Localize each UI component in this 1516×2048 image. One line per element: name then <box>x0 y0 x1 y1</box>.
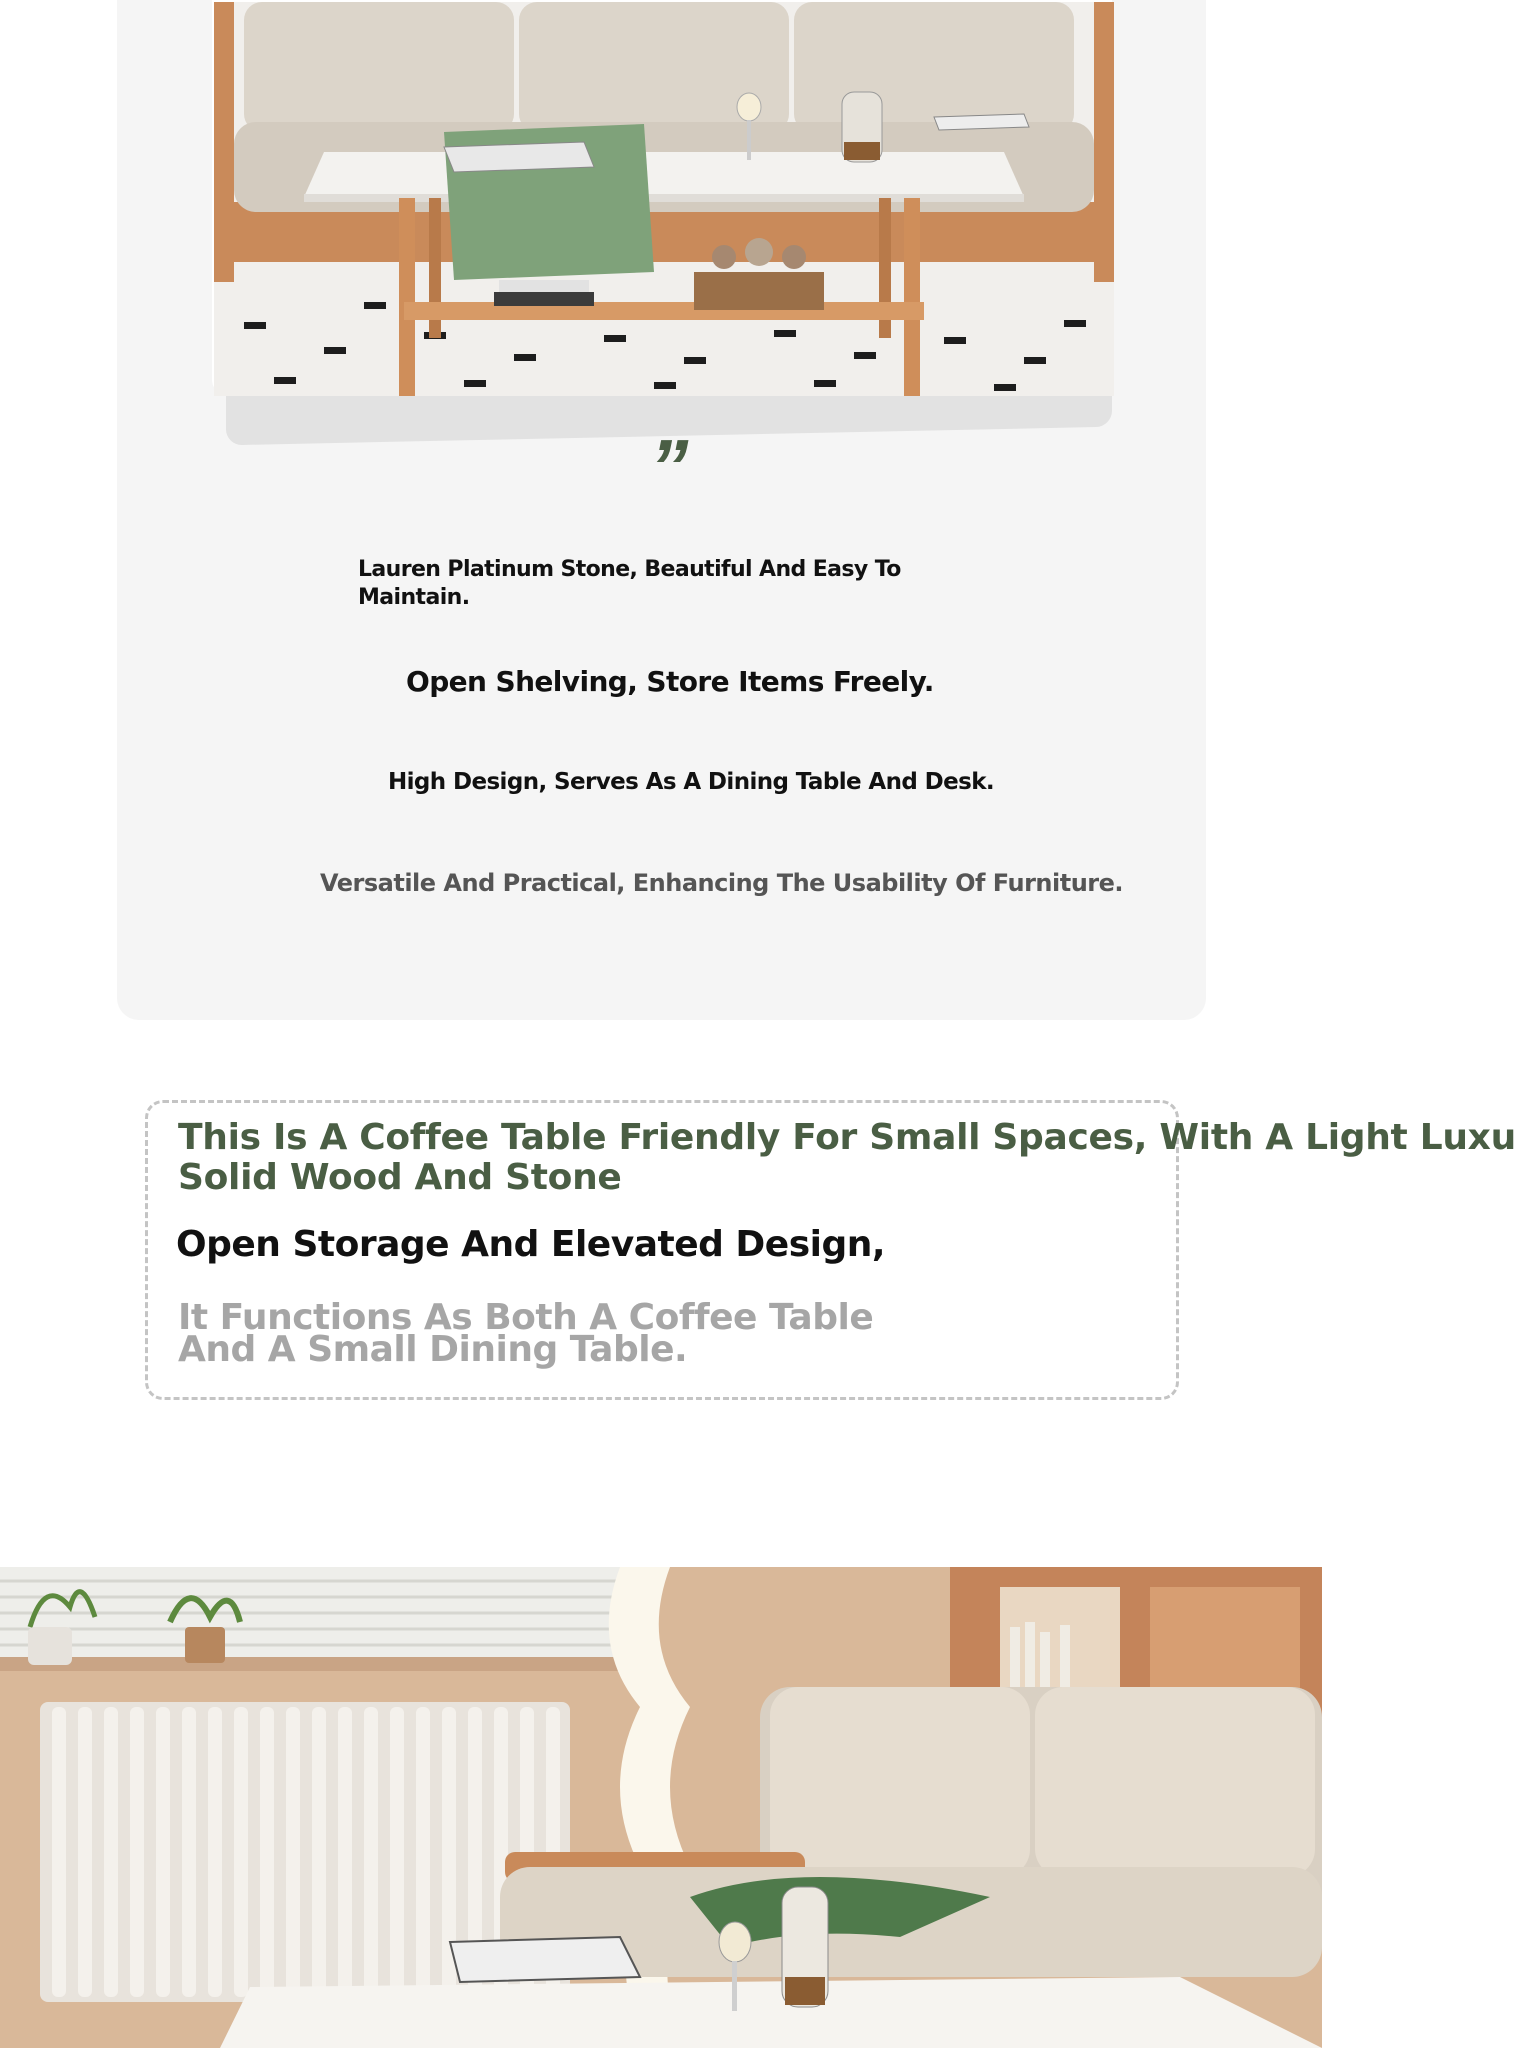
description-caption <box>178 1297 874 1370</box>
quote-icon: ” <box>649 423 691 511</box>
feature-versatile: Versatile And Practical, Enhancing The Usability Of Furniture. <box>320 869 1124 897</box>
feature-open-shelving: Open Shelving, Store Items Freely. <box>406 665 934 698</box>
feature-high-design: High Design, Serves As A Dining Table And Desk. <box>388 769 995 795</box>
feature-stone-top: Lauren Platinum Stone, Beautiful And Easy To Maintain. <box>358 557 901 610</box>
living-room-image <box>0 1567 1322 2048</box>
description-subheadline: Open Storage And Elevated Design, <box>176 1224 886 1265</box>
caption-line-2: And A Small Dining Table. <box>178 1329 688 1370</box>
coffee-table-image <box>212 0 1112 394</box>
description-headline <box>178 1117 1516 1208</box>
caption-line-1: It Functions As Both A Coffee Table <box>178 1297 874 1338</box>
headline-line-2: Solid Wood And Stone <box>178 1157 622 1198</box>
headline-line-1: This Is A Coffee Table Friendly For Small Spaces, With A Light Luxu <box>178 1117 1516 1158</box>
product-image-frame <box>212 0 1112 394</box>
